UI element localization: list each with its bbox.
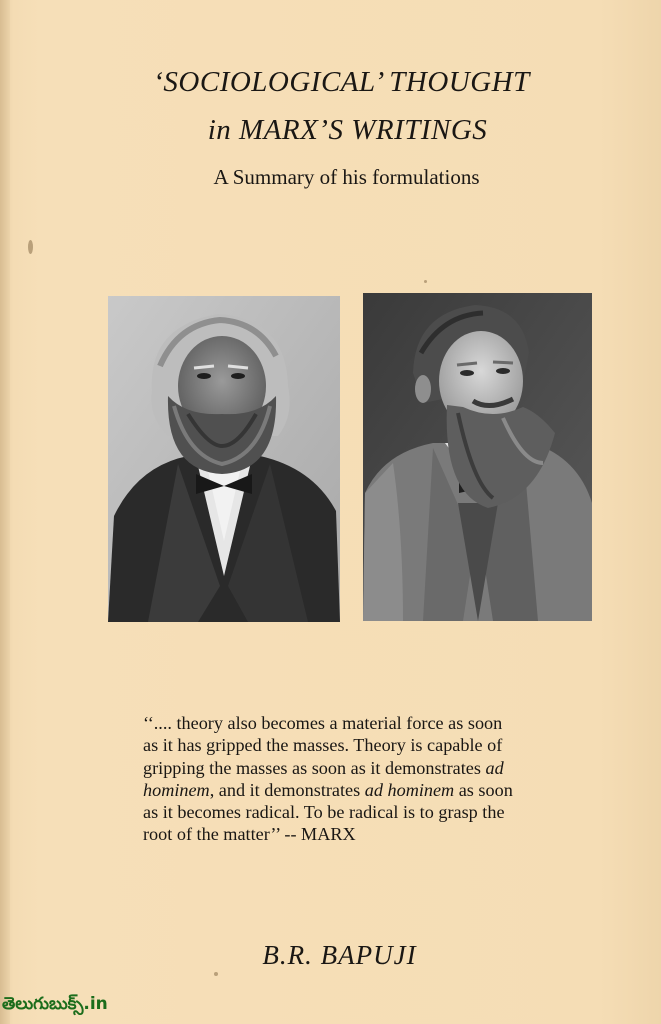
paper-mark	[214, 972, 218, 976]
cover-author: B.R. BAPUJI	[262, 940, 417, 970]
quote-line: gripping the masses as soon as it demonstrates ad	[143, 757, 504, 778]
quote-line: ‘‘.... theory also becomes a material force as soon	[143, 713, 503, 733]
quote-line: as it has gripped the masses. Theory is capable of	[143, 735, 503, 756]
cover-title-line-1: ‘SOCIOLOGICAL’ THOUGHT	[153, 66, 530, 98]
portrait-engels-image	[363, 293, 592, 621]
quote-line: root of the matter’’ -- MARX	[143, 824, 356, 845]
quote-line: hominem, and it demonstrates ad hominem as soon	[143, 779, 513, 800]
site-watermark: తెలుగుబుక్స్.in	[2, 994, 108, 1014]
portrait-marx	[108, 296, 340, 622]
cover-quote	[143, 712, 583, 846]
paper-mark	[424, 280, 427, 283]
portrait-engels	[363, 293, 592, 621]
cover-subtitle: A Summary of his formulations	[213, 165, 480, 189]
cover-spine-edge	[0, 0, 10, 1024]
portrait-marx-image	[108, 296, 340, 622]
quote-line: as it becomes radical. To be radical is to grasp the	[143, 802, 505, 823]
cover-title-line-2: in MARX’S WRITINGS	[207, 114, 488, 146]
paper-mark	[28, 240, 33, 254]
